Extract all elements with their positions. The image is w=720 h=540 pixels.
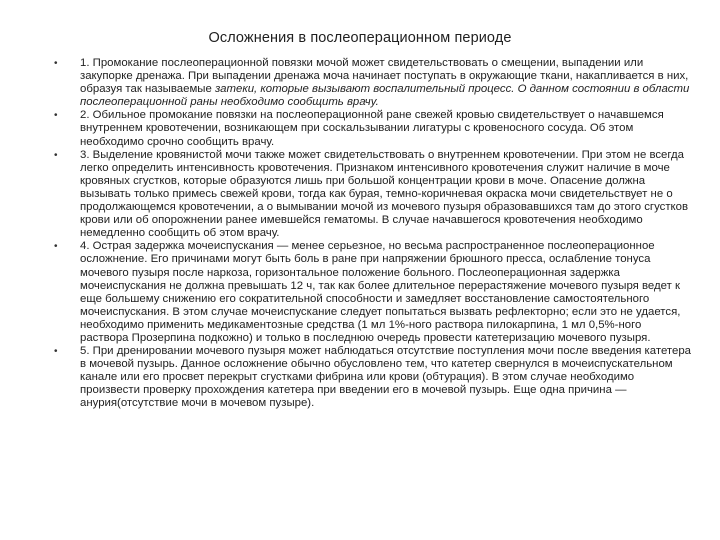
bullet: •	[54, 110, 58, 122]
item-text	[80, 57, 692, 109]
item-text	[80, 149, 692, 241]
list-item	[52, 109, 692, 148]
bullet: •	[54, 241, 58, 253]
item-text-normal: 3. Выделение кровянистой мочи также может свидетельствовать о внутреннем кровотечении. При этом не всегда легко определить интенсивность кровотечения. Признаком интенсивного кровотечения служит наличие в моче кровяных сгустков, которые образуются лишь при большой концентрации крови в моче. Опасение должна вызывать только примесь свежей крови, тогда как бурая, темно-коричневая окраска мочи свидетельствует не о продолжающемся кровотечении, а о вымывании мочой из мочевого пузыря образовавшихся там до этого сгустков крови или об опорожнении ранее имевшейся гематомы. В случае начавшегося кровотечения необходимо немедленно сообщить об этом врачу.	[80, 148, 689, 240]
list-item	[52, 240, 692, 345]
slide-title: Осложнения в послеоперационном периоде	[208, 30, 512, 46]
item-text	[80, 240, 692, 345]
bullet: •	[54, 346, 58, 358]
item-text	[80, 109, 692, 148]
bullet: •	[54, 149, 58, 161]
content-list	[52, 57, 692, 411]
list-item	[52, 149, 692, 241]
item-text	[80, 345, 692, 410]
item-text-normal: 4. Острая задержка мочеиспускания — менее серьезное, но весьма распространенное послеоперационное осложнение. Его причинами могут быть боль в ране при напряжении брюшного пресса, ослабление тонуса мочевого пузыря после наркоза, горизонтальное положение больного. Послеоперационная задержка мочеиспускания не должна превышать 12 ч, так как более длительное перерастяжение мочевого пузыря ведет к еще большему снижению его сократительной способности и замедляет восстановление самостоятельного мочеиспускания. В этом случае мочеиспускание следует попытаться вызвать рефлекторно; если это не удается, необходимо применить медикаментозные средства (1 мл 1%-ного раствора пилокарпина, 1 мл 0,5%-ного раствора Прозерпина подкожно) и только в последнюю очередь провести катетеризацию мочевого пузыря.	[80, 240, 681, 344]
item-text-normal: 1. Промокание послеоперационной повязки мочой может свидетельствовать о смещении, выпадении или закупорке дренажа. При выпадении дренажа моча начинает поступать в окружающие ткани, накапливается в них, образуя так называемые	[80, 57, 689, 96]
list-item	[52, 57, 692, 109]
item-text-italic: затеки, которые вызывают воспалительный процесс. О данном состоянии в области послеоперационной раны необходимо сообщить врачу.	[80, 83, 690, 109]
list-item	[52, 345, 692, 410]
item-text-normal: 2. Обильное промокание повязки на послеоперационной ране свежей кровью свидетельствует о начавшемся внутреннем кровотечении, возникающем при соскальзывании лигатуры с кровеносного сосуда. Об этом необходимо срочно сообщить врачу.	[80, 109, 664, 148]
item-text-normal: 5. При дренировании мочевого пузыря может наблюдаться отсутствие поступления мочи после введения катетера в мочевой пузырь. Данное осложнение обычно обусловлено тем, что катетер свернулся в мочеиспускательном канале или его просвет перекрыт сгустками фибрина или крови (обтурация). В этом случае необходимо произвести проверку прохождения катетера при введении его в мочевой пузырь. Еще одна причина — анурия(отсутствие мочи в мочевом пузыре).	[80, 345, 691, 410]
bullet: •	[54, 58, 58, 69]
